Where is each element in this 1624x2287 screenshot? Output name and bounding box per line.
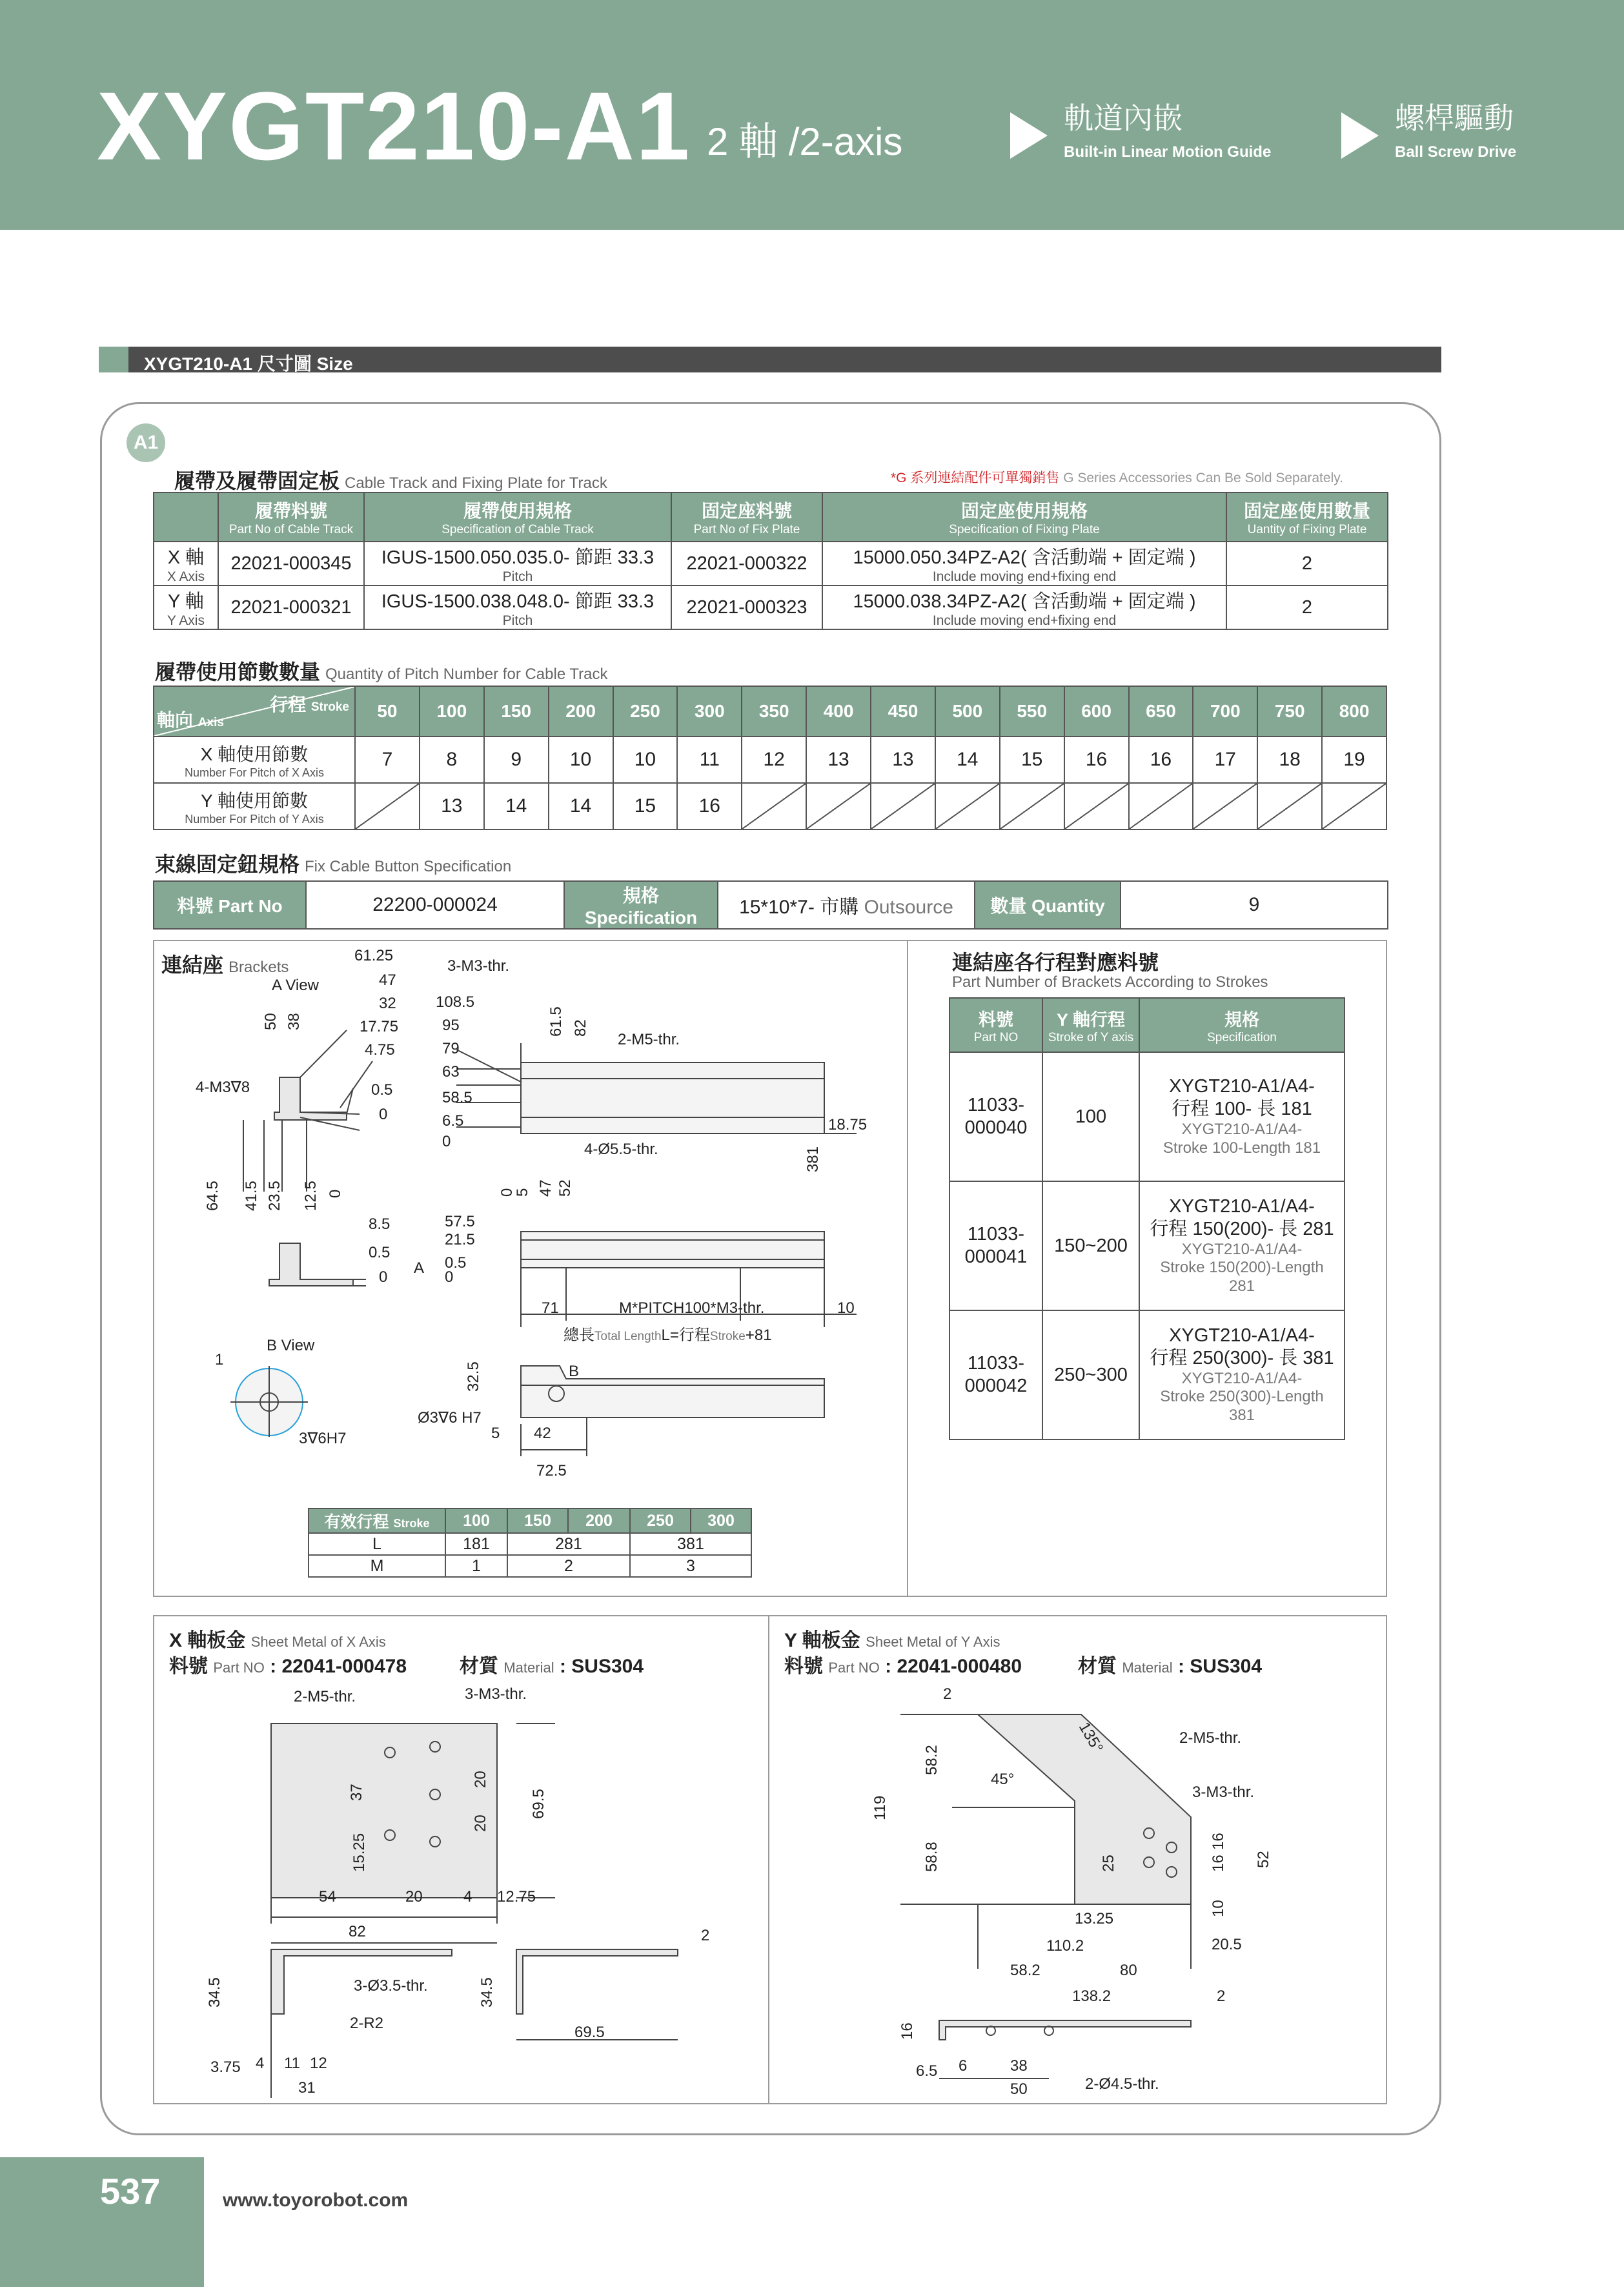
svg-text:0: 0: [379, 1106, 388, 1123]
svg-text:0.5: 0.5: [445, 1254, 467, 1272]
y-pitch-cell: [806, 783, 871, 829]
svg-text:58.2: 58.2: [923, 1745, 940, 1775]
stroke-header: 600: [1064, 686, 1129, 737]
stroke-header: 300: [677, 686, 742, 737]
svg-text:2: 2: [943, 1685, 952, 1703]
x-pitch-cell: 16: [1129, 737, 1193, 783]
svg-text:61.5: 61.5: [547, 1006, 565, 1037]
svg-text:0.5: 0.5: [371, 1081, 393, 1099]
svg-text:18.75: 18.75: [828, 1116, 868, 1133]
svg-text:20: 20: [472, 1771, 489, 1788]
svg-text:1: 1: [215, 1351, 224, 1368]
svg-text:61.25: 61.25: [354, 947, 394, 964]
svg-text:2-M5-thr.: 2-M5-thr.: [294, 1688, 356, 1705]
svg-text:20: 20: [405, 1888, 423, 1906]
svg-text:0.5: 0.5: [369, 1244, 391, 1261]
svg-text:4: 4: [256, 2055, 265, 2072]
brackets-title: 連結座 Brackets: [161, 953, 289, 977]
svg-text:B: B: [569, 1363, 580, 1380]
col-header: 固定座料號 Part No of Fix Plate: [671, 493, 822, 542]
svg-text:381: 381: [804, 1146, 822, 1172]
x-pitch-cell: 10: [613, 737, 678, 783]
parts-title-en: Part Number of Brackets According to Strokes: [952, 973, 1268, 991]
svg-text:16: 16: [898, 2022, 916, 2040]
svg-text:12.5: 12.5: [302, 1181, 320, 1211]
parts-title: 連結座各行程對應料號: [952, 951, 1159, 974]
stroke-header: 400: [806, 686, 871, 737]
play-triangle-icon: [1010, 112, 1048, 159]
corner-header: 行程 Stroke 軸向 Axis: [154, 686, 355, 737]
table-row: Y 軸 Y Axis 22021-000321 IGUS-1500.038.048.0- 節距 33.3 Pitch 22021-000323 15000.038.34PZ-A2( 含活動端 + 固定端 ) Include moving end+fixing end 2: [154, 585, 1388, 629]
svg-text:20.5: 20.5: [1212, 1936, 1242, 1953]
svg-text:0: 0: [442, 1133, 451, 1150]
svg-text:108.5: 108.5: [436, 993, 475, 1011]
svg-text:13.25: 13.25: [1075, 1910, 1114, 1927]
svg-text:47: 47: [379, 971, 396, 989]
feature-en: Built-in Linear Motion Guide: [1064, 143, 1272, 161]
y-pitch-cell: [742, 783, 806, 829]
feature-zh: 軌道內嵌: [1064, 101, 1182, 135]
stroke-header: 550: [1000, 686, 1064, 737]
table-row: 11033- 000040 100 XYGT210-A1/A4- 行程 100- 長 181 XYGT210-A1/A4- Stroke 100-Length 181: [949, 1052, 1345, 1181]
y-plate-part: 料號 Part NO : 22041-000480: [784, 1656, 1022, 1677]
x-pitch-cell: 13: [871, 737, 935, 783]
svg-text:31: 31: [298, 2079, 316, 2097]
svg-text:總長Total LengthL=行程Stroke+81: 總長Total LengthL=行程Stroke+81: [563, 1326, 772, 1344]
x-pitch-cell: 16: [1064, 737, 1129, 783]
svg-text:95: 95: [442, 1017, 460, 1034]
svg-text:3-M3-thr.: 3-M3-thr.: [1192, 1784, 1255, 1801]
svg-text:20: 20: [472, 1814, 489, 1832]
svg-text:2: 2: [701, 1927, 710, 1944]
svg-text:32: 32: [379, 995, 396, 1012]
svg-text:47: 47: [537, 1179, 554, 1197]
svg-text:41.5: 41.5: [243, 1181, 260, 1211]
stroke-header: 50: [355, 686, 420, 737]
button-title: 束線固定鈕規格 Fix Cable Button Specification: [155, 853, 512, 876]
stroke-header: 350: [742, 686, 806, 737]
y-pitch-cell: 14: [484, 783, 549, 829]
y-pitch-cell: 15: [613, 783, 678, 829]
svg-text:58.8: 58.8: [923, 1842, 940, 1872]
svg-text:0: 0: [327, 1189, 344, 1198]
cable-track-title: 履帶及履帶固定板 Cable Track and Fixing Plate for Track: [174, 469, 607, 493]
svg-text:11: 11: [284, 2055, 300, 2072]
y-pitch-cell: 16: [677, 783, 742, 829]
x-pitch-cell: 12: [742, 737, 806, 783]
x-plate-title: X 軸板金 Sheet Metal of X Axis: [169, 1630, 386, 1651]
svg-text:52: 52: [556, 1179, 574, 1197]
svg-text:12: 12: [310, 2055, 327, 2072]
svg-text:0: 0: [379, 1268, 388, 1286]
pitch-table: [153, 686, 1387, 830]
divider: [907, 940, 908, 1597]
x-pitch-cell: 15: [1000, 737, 1064, 783]
product-title: XYGT210-A1: [97, 72, 691, 180]
y-plate-drawing: [771, 1678, 1385, 2104]
svg-text:8.5: 8.5: [369, 1215, 391, 1233]
a1-badge: A1: [127, 423, 165, 462]
svg-text:4: 4: [463, 1888, 472, 1906]
svg-text:38: 38: [285, 1013, 303, 1030]
stroke-header: 150: [484, 686, 549, 737]
stroke-header: 800: [1322, 686, 1386, 737]
svg-text:72.5: 72.5: [536, 1462, 567, 1479]
svg-text:25: 25: [1100, 1855, 1117, 1872]
x-pitch-cell: 11: [677, 737, 742, 783]
y-pitch-cell: [1193, 783, 1257, 829]
col-header: 履帶料號 Part No of Cable Track: [218, 493, 364, 542]
svg-text:57.5: 57.5: [445, 1213, 475, 1230]
svg-text:3-Ø3.5-thr.: 3-Ø3.5-thr.: [354, 1977, 428, 1995]
svg-text:6.5: 6.5: [916, 2062, 938, 2080]
table-row: X 軸使用節數 Number For Pitch of X Axis 7 8 9 10 10 11 12 13 13 14 15 16 16 17 18 19: [154, 737, 1386, 783]
cable-track-table: [153, 492, 1388, 630]
y-pitch-cell: 14: [549, 783, 613, 829]
svg-text:80: 80: [1120, 1962, 1137, 1979]
svg-text:63: 63: [442, 1063, 460, 1081]
page-number: 537: [100, 2171, 161, 2211]
svg-text:34.5: 34.5: [206, 1977, 223, 2007]
table-row: M 1 2 3: [309, 1555, 751, 1577]
stroke-header: 500: [935, 686, 1000, 737]
svg-text:2-M5-thr.: 2-M5-thr.: [618, 1031, 680, 1048]
pitch-title: 履帶使用節數數量 Quantity of Pitch Number for Cable Track: [155, 660, 608, 684]
stroke-header: 100: [420, 686, 484, 737]
svg-text:6: 6: [959, 2057, 968, 2075]
svg-text:A: A: [414, 1259, 425, 1277]
svg-text:0: 0: [498, 1188, 516, 1197]
y-pitch-cell: [935, 783, 1000, 829]
svg-text:15.25: 15.25: [350, 1833, 368, 1872]
svg-text:2-R2: 2-R2: [350, 2015, 384, 2032]
play-triangle-icon: [1341, 112, 1379, 159]
svg-text:58.2: 58.2: [1010, 1962, 1040, 1979]
svg-text:54: 54: [319, 1888, 336, 1906]
parts-table: 料號 Part NO Y 軸行程 Stroke of Y axis 規格 Specification 11033- 000040 100 XYGT210-A1/A4- 行程 100- 長 181 XYGT210-A1/A4- Stroke 100-Length 181 11033- 000041 150~200 XYGT210-A1/A4- 行程 150(200)- 長 281 XYGT210-A1/A4- Stroke 150(200)-Length 281 11033- 000042 250~300 XYGT210-A1/A4- 行程 250(300)- 長 381 XYGT210-A1/A4- Stroke 250(300)-Length 381: [949, 997, 1345, 1440]
svg-text:69.5: 69.5: [530, 1789, 547, 1819]
svg-text:4-M3∇8: 4-M3∇8: [196, 1079, 250, 1096]
svg-text:79: 79: [442, 1040, 460, 1057]
svg-text:M*PITCH100*M3-thr.: M*PITCH100*M3-thr.: [619, 1299, 765, 1317]
svg-text:135°: 135°: [1075, 1719, 1107, 1756]
y-plate-title: Y 軸板金 Sheet Metal of Y Axis: [784, 1630, 1000, 1651]
stroke-header: 750: [1257, 686, 1322, 737]
y-pitch-cell: [1257, 783, 1322, 829]
feature-zh: 螺桿驅動: [1395, 101, 1514, 135]
svg-text:45°: 45°: [991, 1771, 1015, 1788]
col-header: 固定座使用數量 Uantity of Fixing Plate: [1226, 493, 1388, 542]
x-pitch-cell: 8: [420, 737, 484, 783]
y-pitch-cell: [1064, 783, 1129, 829]
svg-text:2-M5-thr.: 2-M5-thr.: [1179, 1729, 1242, 1747]
website-link[interactable]: www.toyorobot.com: [223, 2190, 409, 2211]
y-pitch-cell: [355, 783, 420, 829]
table-row: L 181 281 381: [309, 1533, 751, 1555]
x-plate-part: 料號 Part NO : 22041-000478: [169, 1656, 407, 1677]
page-number-block: [0, 2157, 204, 2287]
col-header: 固定座使用規格 Specification of Fixing Plate: [822, 493, 1226, 542]
y-plate-material: 材質 Material : SUS304: [1078, 1656, 1263, 1677]
table-row: 11033- 000042 250~300 XYGT210-A1/A4- 行程 250(300)- 長 381 XYGT210-A1/A4- Stroke 250(300)-Length 381: [949, 1310, 1345, 1439]
y-pitch-cell: 13: [420, 783, 484, 829]
svg-text:50: 50: [1010, 2080, 1028, 2098]
brackets-drawing: [153, 940, 906, 1508]
x-pitch-cell: 19: [1322, 737, 1386, 783]
y-pitch-cell: [1322, 783, 1386, 829]
stroke-header: 200: [549, 686, 613, 737]
svg-text:3-M3-thr.: 3-M3-thr.: [465, 1685, 527, 1703]
svg-text:82: 82: [572, 1019, 589, 1037]
svg-text:2-Ø4.5-thr.: 2-Ø4.5-thr.: [1085, 2075, 1159, 2093]
y-pitch-cell: [871, 783, 935, 829]
svg-text:6.5: 6.5: [442, 1112, 464, 1130]
stroke-header: 250: [613, 686, 678, 737]
col-header: 履帶使用規格 Specification of Cable Track: [364, 493, 671, 542]
svg-text:10: 10: [837, 1299, 855, 1317]
svg-text:37: 37: [348, 1784, 365, 1801]
table-row: 料號 Part No 22200-000024 規格 Specification 15*10*7- 市購 Outsource 數量 Quantity 9: [154, 881, 1388, 929]
axis-label: 2 軸 /2-axis: [707, 120, 903, 163]
x-pitch-cell: 13: [806, 737, 871, 783]
x-pitch-cell: 14: [935, 737, 1000, 783]
x-pitch-cell: 17: [1193, 737, 1257, 783]
table-row: X 軸 X Axis 22021-000345 IGUS-1500.050.035.0- 節距 33.3 Pitch 22021-000322 15000.050.34PZ-A2( 含活動端 + 固定端 ) Include moving end+fixing end 2: [154, 542, 1388, 585]
stroke-header: 650: [1129, 686, 1193, 737]
stroke-header: 700: [1193, 686, 1257, 737]
table-row: 11033- 000041 150~200 XYGT210-A1/A4- 行程 150(200)- 長 281 XYGT210-A1/A4- Stroke 150(200)-Length 281: [949, 1181, 1345, 1310]
button-table: [153, 880, 1388, 930]
x-plate-material: 材質 Material : SUS304: [460, 1656, 644, 1677]
svg-text:23.5: 23.5: [266, 1181, 283, 1211]
svg-text:A View: A View: [272, 977, 319, 994]
svg-text:4-Ø5.5-thr.: 4-Ø5.5-thr.: [584, 1141, 658, 1158]
svg-text:50: 50: [262, 1013, 279, 1030]
svg-text:0: 0: [445, 1268, 454, 1286]
x-pitch-cell: 18: [1257, 737, 1322, 783]
svg-text:21.5: 21.5: [445, 1231, 475, 1248]
svg-text:3-M3-thr.: 3-M3-thr.: [447, 957, 510, 975]
divider: [768, 1615, 769, 2104]
svg-text:110.2: 110.2: [1046, 1937, 1084, 1955]
svg-text:82: 82: [349, 1923, 366, 1940]
svg-text:138.2: 138.2: [1072, 1987, 1111, 2005]
feature-en: Ball Screw Drive: [1395, 143, 1517, 161]
section-title: XYGT210-A1 尺寸圖 Size: [144, 354, 353, 374]
svg-text:5: 5: [491, 1425, 500, 1442]
svg-text:Ø3∇6 H7: Ø3∇6 H7: [418, 1409, 482, 1427]
svg-text:10: 10: [1210, 1900, 1227, 1917]
table-row: Y 軸使用節數 Number For Pitch of Y Axis 13 14 14 15 16: [154, 783, 1386, 829]
svg-text:34.5: 34.5: [478, 1977, 496, 2007]
svg-text:16: 16: [1210, 1855, 1227, 1872]
y-pitch-cell: [1000, 783, 1064, 829]
svg-text:58.5: 58.5: [442, 1089, 472, 1106]
svg-text:3.75: 3.75: [210, 2058, 241, 2076]
svg-text:38: 38: [1010, 2057, 1028, 2075]
x-pitch-cell: 9: [484, 737, 549, 783]
x-plate-drawing: [155, 1678, 766, 2104]
svg-text:64.5: 64.5: [204, 1181, 221, 1211]
svg-text:3∇6H7: 3∇6H7: [299, 1430, 347, 1447]
svg-text:42: 42: [534, 1425, 551, 1442]
header-banner: [0, 0, 1624, 230]
svg-text:B View: B View: [267, 1337, 315, 1354]
y-pitch-cell: [1129, 783, 1193, 829]
x-pitch-cell: 7: [355, 737, 420, 783]
x-pitch-cell: 10: [549, 737, 613, 783]
stroke-header: 450: [871, 686, 935, 737]
svg-text:2: 2: [1217, 1987, 1226, 2005]
svg-text:71: 71: [542, 1299, 559, 1317]
svg-text:119: 119: [871, 1795, 889, 1820]
section-bar: [99, 347, 1441, 372]
svg-text:32.5: 32.5: [465, 1361, 482, 1392]
svg-text:5: 5: [514, 1188, 531, 1197]
svg-text:4.75: 4.75: [365, 1041, 395, 1059]
accessory-note: *G 系列連結配件可單獨銷售 G Series Accessories Can Be Sold Separately.: [891, 471, 1344, 485]
svg-text:12.75: 12.75: [497, 1888, 536, 1906]
svg-text:52: 52: [1255, 1851, 1272, 1868]
svg-text:17.75: 17.75: [360, 1018, 399, 1035]
stroke-table: 有效行程 Stroke 100 150 200 250 300 L 181 281 381 M 1 2 3: [308, 1508, 752, 1578]
svg-text:69.5: 69.5: [574, 2024, 605, 2041]
svg-text:16: 16: [1210, 1833, 1227, 1850]
